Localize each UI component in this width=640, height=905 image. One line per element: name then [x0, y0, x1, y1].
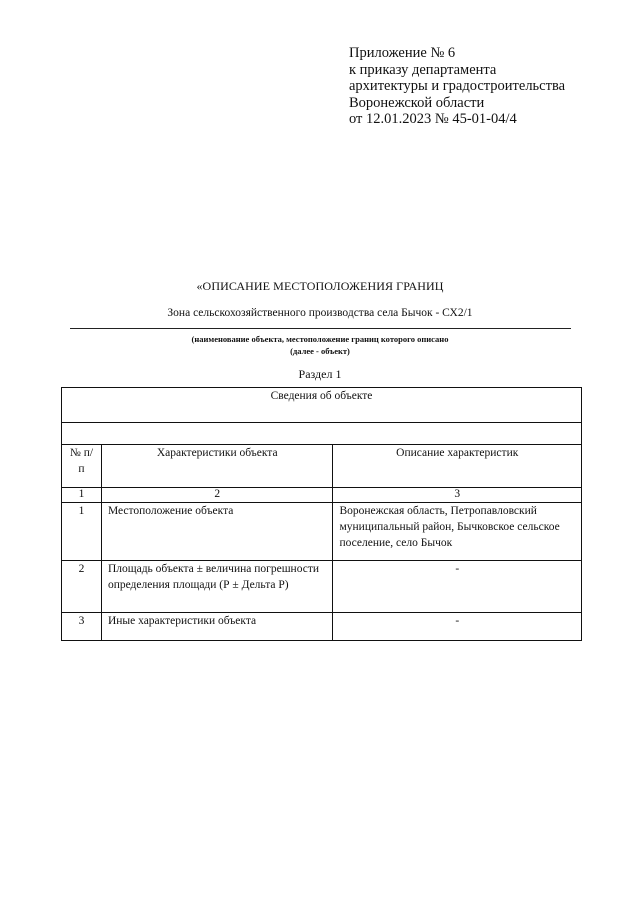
document-title: «ОПИСАНИЕ МЕСТОПОЛОЖЕНИЯ ГРАНИЦ — [196, 279, 444, 293]
table-row — [62, 561, 582, 613]
object-info-table — [61, 387, 582, 641]
table-heading: Сведения об объекте — [62, 388, 582, 423]
underline-divider — [70, 328, 571, 329]
column-number-row — [62, 488, 582, 503]
col-header-description: Описание характеристик — [333, 445, 582, 488]
appendix-line: архитектуры и градостроительства — [349, 78, 566, 94]
object-caption — [0, 333, 640, 357]
table-row — [62, 613, 582, 641]
row-characteristic: Иные характеристики объекта — [101, 613, 333, 641]
zone-name: Зона сельскохозяйственного производства села Бычок - СХ2/1 — [167, 307, 473, 319]
col-header-num: № п/п — [62, 445, 102, 488]
table-row — [62, 503, 582, 561]
row-characteristic: Площадь объекта ± величина погрешности определения площади (Р ± Дельта Р) — [101, 561, 333, 613]
col-number: 1 — [62, 488, 102, 503]
blank-cell — [62, 423, 582, 445]
appendix-header — [349, 45, 565, 128]
row-description: - — [333, 561, 582, 613]
appendix-line: от 12.01.2023 № 45-01-04/4 — [349, 111, 517, 127]
row-description: - — [333, 613, 582, 641]
table-heading-row — [62, 388, 582, 423]
row-number: 1 — [62, 503, 102, 561]
col-number: 3 — [333, 488, 582, 503]
row-description: Воронежская область, Петропавловский муниципальный район, Бычковское сельское поселение, село Бычок — [333, 503, 582, 561]
appendix-line: Приложение № 6 — [349, 45, 456, 61]
row-number: 2 — [62, 561, 102, 613]
caption-line: (наименование объекта, местоположение границ которого описано — [191, 334, 449, 344]
section-label: Раздел 1 — [298, 367, 342, 381]
appendix-line: к приказу департамента — [349, 61, 497, 78]
column-header-row — [62, 445, 582, 488]
col-number: 2 — [101, 488, 333, 503]
appendix-line: Воронежской области — [349, 94, 485, 111]
table-blank-row — [62, 423, 582, 445]
caption-line: (далее - объект) — [290, 346, 350, 356]
row-characteristic: Местоположение объекта — [101, 503, 333, 561]
row-number: 3 — [62, 613, 102, 641]
col-header-characteristic: Характеристики объекта — [101, 445, 333, 488]
